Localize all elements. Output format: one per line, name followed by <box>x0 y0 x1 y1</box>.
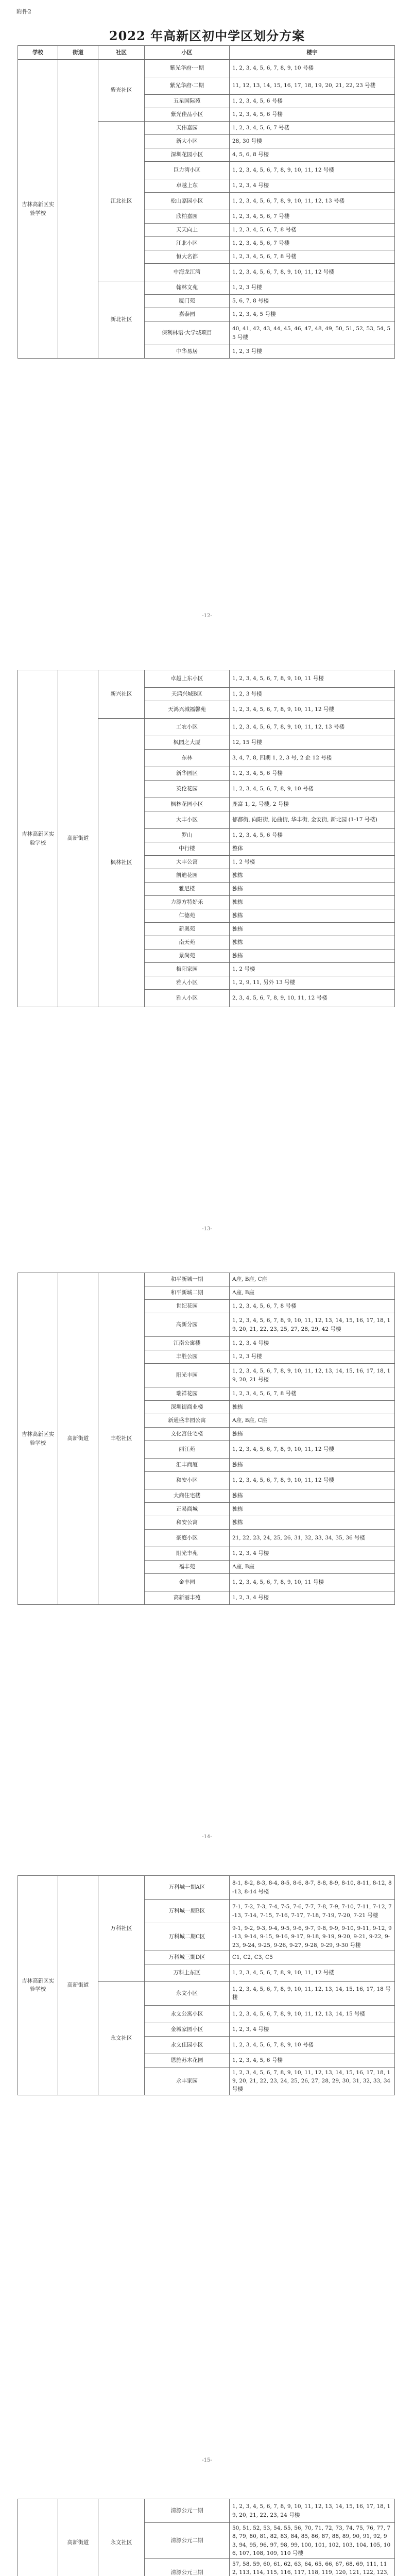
page-number: -14- <box>202 1834 212 1840</box>
residence-cell: 罗山 <box>145 829 230 842</box>
buildings-cell: 1, 2, 3, 4, 5, 6, 7 号楼 <box>230 210 395 224</box>
buildings-cell: 5, 6, 7, 8 号楼 <box>230 295 395 308</box>
school-cell: 吉林高新区实验学校 <box>18 1876 58 2095</box>
buildings-cell: 鹿富 1, 2, 号楼, 2 号楼 <box>230 798 395 811</box>
buildings-cell: 独栋 <box>230 950 395 963</box>
buildings-cell: 1, 2, 3, 4, 5, 6, 7, 8 号楼 <box>230 224 395 237</box>
buildings-cell: 11, 12, 13, 14, 15, 16, 17, 18, 19, 20, 21, 22, 23 号楼 <box>230 77 395 95</box>
residence-cell: 雅人小区 <box>145 976 230 990</box>
residence-cell: 丰胜公园 <box>145 1350 230 1364</box>
residence-cell: 清源公元二期 <box>145 2523 230 2559</box>
school-cell: 吉林高新区实验学校 <box>18 60 58 359</box>
residence-cell: 卓越上东 <box>145 179 230 193</box>
buildings-cell: 独栋 <box>230 923 395 936</box>
buildings-cell: 1, 2, 3, 4, 5, 6 号楼 <box>230 95 395 108</box>
buildings-cell: 1, 2, 3, 4, 5, 6, 7, 8, 9, 10, 11, 12 号楼 <box>230 1472 395 1489</box>
residence-cell: 万科城一期A区 <box>145 1876 230 1900</box>
buildings-cell: 独栋 <box>230 869 395 883</box>
residence-cell: 枫园之大厦 <box>145 736 230 750</box>
buildings-cell: 1, 2, 3, 4, 5, 6, 7, 8, 9, 10, 11, 12 号楼 <box>230 1964 395 1981</box>
residence-cell: 永文公寓小区 <box>145 2005 230 2023</box>
buildings-cell: 郁都街, 向阳街, 沁曲街, 华丰街, 金安街, 新北园 (1-17 号楼) <box>230 811 395 829</box>
residence-cell: 豪庭小区 <box>145 1530 230 1547</box>
residence-cell: 中行楼 <box>145 842 230 856</box>
residence-cell: 和平新城一期 <box>145 1273 230 1286</box>
residence-cell: 大丰小区 <box>145 811 230 829</box>
buildings-cell: 1, 2, 3, 4 号楼 <box>230 1337 395 1350</box>
residence-cell: 万科上东区 <box>145 1964 230 1981</box>
zoning-table-page-4 <box>18 1875 395 2095</box>
residence-cell: 天鸿兴城福馨苑 <box>145 701 230 719</box>
buildings-cell: 8-1, 8-2, 8-3, 8-4, 8-5, 8-6, 8-7, 8-8, 8-9, 8-10, 8-11, 8-12, 8-13, 8-14 号楼 <box>230 1876 395 1900</box>
residence-cell: 工农小区 <box>145 719 230 736</box>
residence-cell: 清源公元一期 <box>145 2499 230 2523</box>
residence-cell: 东林 <box>145 750 230 767</box>
buildings-cell: 1, 2 号楼 <box>230 963 395 976</box>
community-cell: 江北社区 <box>98 122 145 281</box>
buildings-cell: 1, 2, 3, 4 号楼 <box>230 2023 395 2036</box>
buildings-cell: 1, 2, 3 号楼 <box>230 345 395 359</box>
buildings-cell: 1, 2, 3, 4, 5, 6, 7 号楼 <box>230 122 395 135</box>
community-cell: 紫光社区 <box>98 60 145 122</box>
buildings-cell: 独栋 <box>230 1428 395 1441</box>
buildings-cell: 1, 2, 3, 4, 5, 6, 7, 8, 9, 10, 11, 12, 13 号楼 <box>230 719 395 736</box>
buildings-cell: C1, C2, C3, C5 <box>230 1951 395 1964</box>
school-cell: 吉林高新区实验学校 <box>18 1273 58 1605</box>
residence-cell: 紫光华府·二期 <box>145 77 230 95</box>
table-row <box>18 1876 395 1900</box>
residence-cell: 英伦花园 <box>145 781 230 798</box>
zoning-table-page-1 <box>18 45 395 359</box>
residence-cell: 枫林花园小区 <box>145 798 230 811</box>
residence-cell: 景尚苑 <box>145 950 230 963</box>
residence-cell: 永丰家园 <box>145 2067 230 2095</box>
table-header-row <box>18 46 395 60</box>
buildings-cell: 1, 2, 3, 4, 5, 6, 7, 8, 9, 10 号楼 <box>230 2036 395 2054</box>
residence-cell: 松山嘉园小区 <box>145 193 230 210</box>
attachment-label: 附件2 <box>16 8 31 15</box>
residence-cell: 清源公元三期 <box>145 2559 230 2576</box>
residence-cell: 新奥苑 <box>145 923 230 936</box>
residence-cell: 恩施苏木花园 <box>145 2054 230 2067</box>
residence-cell: 新大小区 <box>145 135 230 148</box>
buildings-cell: A座, B座 <box>230 1286 395 1300</box>
buildings-cell: 1, 2, 3, 4, 5, 6, 7, 8, 9, 10, 11 号楼 <box>230 1574 395 1591</box>
buildings-cell: 独栋 <box>230 1503 395 1516</box>
street-cell: 高新街道 <box>58 670 98 1007</box>
buildings-cell: A座, B座, C座 <box>230 1273 395 1286</box>
residence-cell: 天天向上 <box>145 224 230 237</box>
residence-cell: 南天苑 <box>145 936 230 950</box>
header-cell: 楼宇 <box>230 46 395 60</box>
buildings-cell: 7-1, 7-2, 7-3, 7-4, 7-5, 7-6, 7-7, 7-8, 7-9, 7-10, 7-11, 7-12, 7-13, 7-14, 7-15, 7-16, 7-17, 7-18, 7-19, 7-20, 7-21 号楼 <box>230 1900 395 1923</box>
community-cell: 永文社区 <box>98 1981 145 2095</box>
community-cell: 万科社区 <box>98 1876 145 1982</box>
page-number: -15- <box>202 2458 212 2463</box>
buildings-cell: 1, 2, 3, 4, 5, 6 号楼 <box>230 108 395 122</box>
residence-cell: 江北小区 <box>145 237 230 250</box>
table-row <box>18 60 395 77</box>
buildings-cell: 1, 2, 3, 4, 5, 6, 7, 8, 9, 10, 11 号楼 <box>230 670 395 688</box>
buildings-cell: 21, 22, 23, 24, 25, 26, 31, 32, 33, 34, 35, 36 号楼 <box>230 1530 395 1547</box>
residence-cell: 厦门苑 <box>145 295 230 308</box>
buildings-cell: 1, 2, 3, 4 号楼 <box>230 179 395 193</box>
residence-cell: 文化宫住宅楼 <box>145 1428 230 1441</box>
residence-cell: 金丰园 <box>145 1574 230 1591</box>
buildings-cell: 1, 2 号楼 <box>230 856 395 869</box>
zoning-table-page-5 <box>18 2499 395 2576</box>
buildings-cell: 1, 2, 3 号楼 <box>230 1350 395 1364</box>
document-title: 2022 年高新区初中学区划分方案 <box>109 28 305 43</box>
residence-cell: 中海龙江湾 <box>145 264 230 281</box>
residence-cell: 深圳街商业楼 <box>145 1401 230 1414</box>
buildings-cell: 1, 2, 3, 4, 5, 6, 7, 8, 9, 10, 11, 12 号楼 <box>230 1441 395 1459</box>
buildings-cell: 1, 2, 3, 4, 5, 6, 7, 8, 9, 10, 11, 12 号楼 <box>230 162 395 179</box>
buildings-cell: 1, 2, 3, 4, 5, 6, 7, 8 号楼 <box>230 1387 395 1401</box>
residence-cell: 天伟嘉园 <box>145 122 230 135</box>
buildings-cell: 1, 2, 3, 4, 5, 6, 7, 8, 9, 10, 11, 12, 13, 14, 15, 16, 17, 18, 19, 20, 21 号楼 <box>230 1364 395 1387</box>
residence-cell: 和安公寓 <box>145 1516 230 1530</box>
residence-cell: 万科城三期D区 <box>145 1951 230 1964</box>
buildings-cell: 独栋 <box>230 883 395 896</box>
buildings-cell: 1, 2, 3 号楼 <box>230 281 395 295</box>
community-cell: 枫林社区 <box>98 719 145 1007</box>
buildings-cell: 独栋 <box>230 1401 395 1414</box>
header-cell: 社区 <box>98 46 145 60</box>
buildings-cell: A座, B座 <box>230 1561 395 1574</box>
residence-cell: 欣柏嘉园 <box>145 210 230 224</box>
buildings-cell: 1, 2, 3, 4, 5, 6, 7, 8, 9, 10 号楼 <box>230 781 395 798</box>
school-cell <box>18 2499 58 2576</box>
residence-cell: 丽江苑 <box>145 1441 230 1459</box>
buildings-cell: 40, 41, 42, 43, 44, 45, 46, 47, 48, 49, 50, 51, 52, 53, 54, 55 号楼 <box>230 321 395 345</box>
buildings-cell: 1, 2, 3, 4 号楼 <box>230 1591 395 1605</box>
residence-cell: 万科城一期B区 <box>145 1900 230 1923</box>
residence-cell: 中华易居 <box>145 345 230 359</box>
zoning-table-page-3 <box>18 1273 395 1605</box>
buildings-cell: 1, 2, 3, 4, 5, 6, 7, 8 号楼 <box>230 1300 395 1313</box>
residence-cell: 阳光丰苑 <box>145 1547 230 1561</box>
residence-cell: 五星国际苑 <box>145 95 230 108</box>
buildings-cell: 1, 2, 3, 4, 5, 6, 7, 8, 9, 10, 11, 12, 13, 14, 15, 16, 17, 18, 19, 20, 21, 22, 23, 24 号楼 <box>230 2499 395 2523</box>
buildings-cell: 整体 <box>230 842 395 856</box>
header-cell: 小区 <box>145 46 230 60</box>
residence-cell: 阳光丰园 <box>145 1364 230 1387</box>
buildings-cell: 9-1, 9-2, 9-3, 9-4, 9-5, 9-6, 9-7, 9-8, 9-9, 9-10, 9-11, 9-12, 9-13, 9-14, 9-15, 9-16, 9-17, 9-18, 9-19, 9-20, 9-21, 9-22, 9-23, 9-24, 9-25, 9-26, 9-27, 9-28, 9-29, 9-30 号楼 <box>230 1923 395 1951</box>
residence-cell: 大商住宅楼 <box>145 1489 230 1503</box>
residence-cell: 紫光华府·一期 <box>145 60 230 77</box>
buildings-cell: 1, 2, 3, 4, 5, 6, 7, 8, 9, 10, 11, 12 号楼 <box>230 264 395 281</box>
page-number: -12- <box>202 613 212 619</box>
table-row <box>18 1273 395 1286</box>
table-row <box>18 2499 395 2523</box>
residence-cell: 凯迪花园 <box>145 869 230 883</box>
buildings-cell: 1, 2, 3, 4, 5, 6, 7, 8, 9, 10, 11, 12, 13, 14, 15, 16, 17, 18, 19, 20, 21, 22, 23, 25, 27, 28, 29, 42 号楼 <box>230 1313 395 1337</box>
community-cell: 新兴社区 <box>98 670 145 719</box>
buildings-cell: 12, 15 号楼 <box>230 736 395 750</box>
buildings-cell: 3, 4, 7, 8, 四期 1, 2, 3 号, 2 企 12 号楼 <box>230 750 395 767</box>
residence-cell: 巨力湾小区 <box>145 162 230 179</box>
residence-cell: 瑞祥花园 <box>145 1387 230 1401</box>
buildings-cell: 1, 2, 3, 4, 5, 6, 7, 8, 9, 10 号楼 <box>230 60 395 77</box>
buildings-cell: 独栋 <box>230 1459 395 1472</box>
residence-cell: 仁德苑 <box>145 909 230 923</box>
residence-cell: 紫光佳品小区 <box>145 108 230 122</box>
residence-cell: 世纪花园 <box>145 1300 230 1313</box>
community-cell: 丰松社区 <box>98 1273 145 1605</box>
buildings-cell: A座, B座, C座 <box>230 1414 395 1428</box>
buildings-cell: 1, 2, 3 号楼 <box>230 688 395 701</box>
buildings-cell: 1, 2, 3, 4, 5, 6 号楼 <box>230 2054 395 2067</box>
buildings-cell: 1, 2, 3, 4, 5 号楼 <box>230 308 395 321</box>
buildings-cell: 独栋 <box>230 1489 395 1503</box>
residence-cell: 大丰公寓 <box>145 856 230 869</box>
buildings-cell: 1, 2, 3, 4, 5, 6, 7 号楼 <box>230 237 395 250</box>
residence-cell: 嘉泰园 <box>145 308 230 321</box>
buildings-cell: 1, 2, 3, 4, 5, 6, 7, 8, 9, 10, 11, 12 号楼 <box>230 701 395 719</box>
residence-cell: 永文小区 <box>145 1981 230 2005</box>
buildings-cell: 1, 2, 3, 4, 5, 6, 7, 8 号楼 <box>230 250 395 264</box>
residence-cell: 雅尼楼 <box>145 883 230 896</box>
residence-cell: 正易商城 <box>145 1503 230 1516</box>
buildings-cell: 1, 2, 9, 11, 另外 13 号楼 <box>230 976 395 990</box>
street-cell: 高新街道 <box>58 1876 98 2095</box>
header-cell: 街道 <box>58 46 98 60</box>
buildings-cell: 1, 2, 3, 4, 5, 6, 7, 8, 9, 10, 11, 12, 13, 14, 15, 16, 17, 18, 19, 20, 21, 22, 23, 24, 25, 26, 27, 28, 29, 30, 31, 32, 33, 34 号楼 <box>230 2067 395 2095</box>
street-cell: 高新街道 <box>58 1273 98 1605</box>
residence-cell: 恒大名都 <box>145 250 230 264</box>
community-cell: 永文社区 <box>98 2499 145 2576</box>
buildings-cell: 1, 2, 3, 4, 5, 6 号楼 <box>230 767 395 781</box>
buildings-cell: 独栋 <box>230 1516 395 1530</box>
buildings-cell: 独栋 <box>230 909 395 923</box>
residence-cell: 金城家园小区 <box>145 2023 230 2036</box>
residence-cell: 高新丽丰苑 <box>145 1591 230 1605</box>
buildings-cell: 50, 51, 52, 53, 54, 55, 56, 70, 71, 72, 73, 74, 75, 76, 77, 78, 79, 80, 81, 82, 83, 84, 85, 86, 87, 88, 89, 90, 91, 92, 93, 94, 95, 96, 97, 98, 99, 100, 101, 102, 103, 104, 105, 106, 107, 108, 109, 110 号楼 <box>230 2523 395 2559</box>
community-cell: 新北社区 <box>98 281 145 359</box>
buildings-cell: 独栋 <box>230 896 395 909</box>
buildings-cell: 独栋 <box>230 936 395 950</box>
residence-cell: 高新分园 <box>145 1313 230 1337</box>
buildings-cell: 28, 30 号楼 <box>230 135 395 148</box>
street-cell: 高新街道 <box>58 2499 98 2576</box>
residence-cell: 和平新城二期 <box>145 1286 230 1300</box>
school-cell: 吉林高新区实验学校 <box>18 670 58 1007</box>
page-number: -13- <box>202 1226 212 1232</box>
residence-cell: 江南公寓楼 <box>145 1337 230 1350</box>
street-cell <box>58 60 98 359</box>
residence-cell: 新通盛丰园公寓 <box>145 1414 230 1428</box>
residence-cell: 天鸿兴城B区 <box>145 688 230 701</box>
buildings-cell: 1, 2, 3, 4, 5, 6 号楼 <box>230 829 395 842</box>
residence-cell: 和安小区 <box>145 1472 230 1489</box>
residence-cell: 深圳花园小区 <box>145 148 230 162</box>
residence-cell: 保利林语·大学城项目 <box>145 321 230 345</box>
residence-cell: 万科城二期C区 <box>145 1923 230 1951</box>
table-row <box>18 670 395 688</box>
residence-cell: 福丰苑 <box>145 1561 230 1574</box>
residence-cell: 永文佳园小区 <box>145 2036 230 2054</box>
buildings-cell: 1, 2, 3, 4, 5, 6, 7, 8, 9, 10, 11, 12, 13, 14, 15 号楼 <box>230 2005 395 2023</box>
residence-cell: 汇丰商厦 <box>145 1459 230 1472</box>
residence-cell: 雅人小区 <box>145 990 230 1007</box>
residence-cell: 新华园区 <box>145 767 230 781</box>
buildings-cell: 2, 3, 4, 5, 6, 7, 8, 9, 10, 11, 12 号楼 <box>230 990 395 1007</box>
zoning-table-page-2 <box>18 670 395 1007</box>
buildings-cell: 1, 2, 3, 4, 5, 6, 7, 8, 9, 10, 11, 12, 13, 14, 15, 16, 17, 18 号楼 <box>230 1981 395 2005</box>
residence-cell: 力源方特好乐 <box>145 896 230 909</box>
buildings-cell: 1, 2, 3, 4 号楼 <box>230 1547 395 1561</box>
residence-cell: 梅阳家园 <box>145 963 230 976</box>
header-cell: 学校 <box>18 46 58 60</box>
buildings-cell: 4, 5, 6, 8 号楼 <box>230 148 395 162</box>
residence-cell: 翰林文苑 <box>145 281 230 295</box>
buildings-cell: 1, 2, 3, 4, 5, 6, 7, 8, 9, 10, 11, 12, 13 号楼 <box>230 193 395 210</box>
buildings-cell: 57, 58, 59, 60, 61, 62, 63, 64, 65, 66, 67, 68, 69, 111, 112, 113, 114, 115, 116, 117, 118, 119, 120, 121, 122, 123, <box>230 2559 395 2576</box>
residence-cell: 卓越上东小区 <box>145 670 230 688</box>
